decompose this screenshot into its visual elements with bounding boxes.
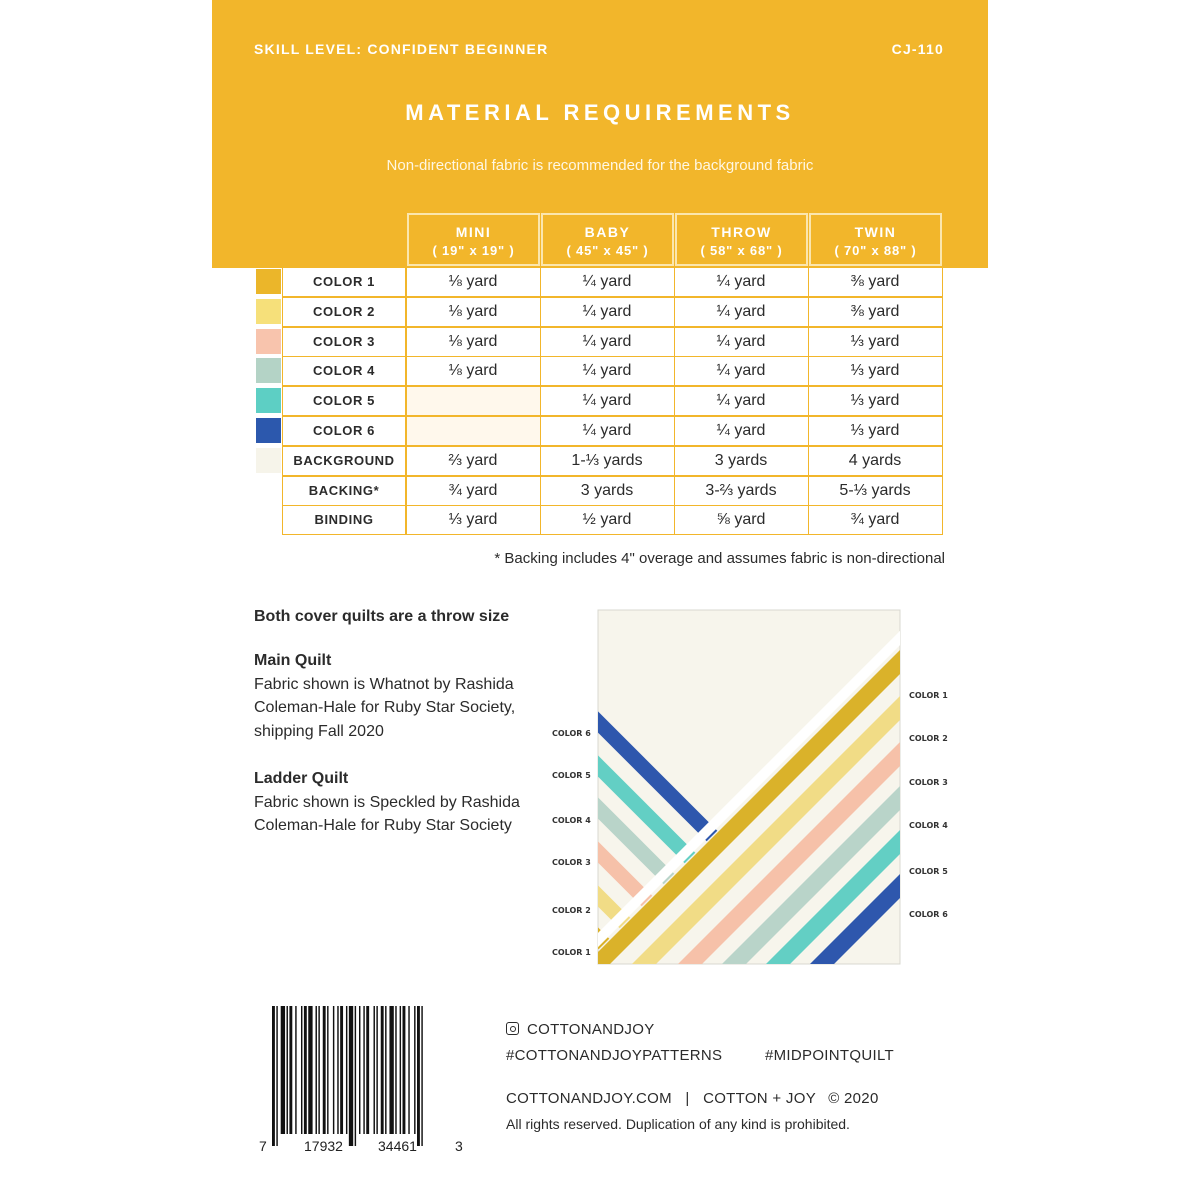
color-swatch <box>256 299 281 324</box>
barcode-bar <box>323 1006 326 1134</box>
diagram-label: COLOR 5 <box>552 771 591 780</box>
column-name: THROW <box>711 224 772 240</box>
diagram-label: COLOR 4 <box>552 816 591 825</box>
table-cell <box>406 386 541 416</box>
barcode-bar <box>403 1006 406 1134</box>
divider: | <box>685 1090 690 1107</box>
main-quilt-line: Fabric shown is Whatnot by Rashida <box>254 675 514 693</box>
table-cell: 3 yards <box>674 446 809 476</box>
table-cell: ¾ yard <box>808 505 943 535</box>
skill-level: SKILL LEVEL: CONFIDENT BEGINNER <box>254 41 549 57</box>
column-size: ( 58" x 68" ) <box>700 243 783 258</box>
barcode-bar <box>400 1006 401 1134</box>
barcode-bar <box>316 1006 317 1134</box>
diagram-label: COLOR 6 <box>552 729 591 738</box>
quilt-diagram <box>542 600 962 970</box>
table-cell: 5-⅓ yards <box>808 476 943 506</box>
table-cell: ⅛ yard <box>406 327 541 357</box>
barcode-bar <box>340 1006 343 1134</box>
barcode-bar <box>366 1006 369 1134</box>
row-label: COLOR 3 <box>282 327 406 357</box>
table-cell: ⅓ yard <box>808 386 943 416</box>
column-header-baby <box>541 213 674 266</box>
color-swatch <box>256 418 281 443</box>
site-line <box>506 1090 879 1107</box>
table-cell: ⅛ yard <box>406 297 541 327</box>
row-label: BACKGROUND <box>282 446 406 476</box>
table-cell: ⅛ yard <box>406 267 541 297</box>
barcode-bar <box>346 1006 347 1134</box>
color-swatch <box>256 358 281 383</box>
barcode-bar <box>327 1006 328 1134</box>
main-quilt-title: Main Quilt <box>254 652 332 669</box>
table-cell: ⅜ yard <box>808 297 943 327</box>
column-name: TWIN <box>854 224 897 240</box>
column-header-throw <box>675 213 808 266</box>
barcode-bar <box>276 1006 277 1146</box>
table-cell: ⅓ yard <box>808 327 943 357</box>
diagram-label: COLOR 1 <box>552 948 591 957</box>
barcode-bar <box>318 1006 319 1134</box>
table-cell: ¼ yard <box>674 356 809 386</box>
table-cell: ¼ yard <box>674 416 809 446</box>
barcode-digits-right: 34461 <box>378 1138 417 1154</box>
diagram-label: COLOR 3 <box>552 858 591 867</box>
row-label: COLOR 5 <box>282 386 406 416</box>
table-cell: ¼ yard <box>674 267 809 297</box>
column-size: ( 45" x 45" ) <box>566 243 649 258</box>
copyright: © 2020 <box>828 1090 879 1107</box>
table-cell: ¾ yard <box>406 476 541 506</box>
brand-name: COTTON + JOY <box>703 1090 816 1107</box>
barcode-digit-prefix: 7 <box>259 1138 267 1154</box>
barcode-bar <box>304 1006 307 1134</box>
barcode-bar <box>359 1006 360 1134</box>
barcode-bar <box>289 1006 292 1134</box>
barcode-bar <box>295 1006 296 1134</box>
page-title: MATERIAL REQUIREMENTS <box>405 100 795 125</box>
main-quilt-line: shipping Fall 2020 <box>254 722 384 740</box>
main-quilt-line: Coleman-Hale for Ruby Star Society, <box>254 699 516 716</box>
row-label: COLOR 1 <box>282 267 406 297</box>
table-cell: ⅜ yard <box>808 267 943 297</box>
barcode-bar <box>308 1006 312 1134</box>
table-row <box>282 446 945 476</box>
instagram-icon <box>506 1022 519 1035</box>
barcode-bar <box>349 1006 353 1146</box>
color-swatch <box>256 269 281 294</box>
website-link[interactable]: COTTONANDJOY.COM <box>506 1090 672 1107</box>
barcode-bar <box>381 1006 384 1134</box>
barcode-bar <box>408 1006 409 1134</box>
table-row <box>282 356 945 386</box>
table-cell: ¼ yard <box>540 327 675 357</box>
table-row <box>282 327 945 357</box>
column-size: ( 70" x 88" ) <box>834 243 917 258</box>
table-cell: ¼ yard <box>674 386 809 416</box>
table-row <box>282 297 945 327</box>
color-swatch <box>256 448 281 473</box>
barcode <box>260 1006 460 1146</box>
barcode-bar <box>363 1006 364 1134</box>
barcode-digit-check: 3 <box>455 1138 463 1154</box>
barcode-bar <box>281 1006 285 1134</box>
diagram-label: COLOR 6 <box>909 910 948 919</box>
barcode-bar <box>374 1006 375 1134</box>
barcode-bar <box>333 1006 334 1134</box>
barcode-bar <box>389 1006 393 1134</box>
cover-quilts-intro <box>254 605 509 629</box>
barcode-bar <box>287 1006 288 1134</box>
color-swatch <box>256 329 281 354</box>
instagram-text: COTTONANDJOY <box>527 1021 655 1038</box>
hashtag-midpoint[interactable]: #MIDPOINTQUILT <box>765 1047 894 1064</box>
table-cell: ¼ yard <box>540 386 675 416</box>
page-subtitle: Non-directional fabric is recommended for the background fabric <box>386 157 814 174</box>
barcode-bar <box>272 1006 275 1146</box>
table-cell: ⅛ yard <box>406 356 541 386</box>
instagram-handle[interactable] <box>506 1021 655 1038</box>
table-cell: ¼ yard <box>540 416 675 446</box>
barcode-bar <box>337 1006 338 1134</box>
table-cell: ⅓ yard <box>808 356 943 386</box>
barcode-bar <box>355 1006 356 1146</box>
table-cell: ⅝ yard <box>674 505 809 535</box>
row-label: BINDING <box>282 505 406 535</box>
table-cell: 3-⅔ yards <box>674 476 809 506</box>
ladder-quilt-block <box>254 767 520 838</box>
backing-note: * Backing includes 4" overage and assumes fabric is non-directional <box>494 550 945 567</box>
table-cell: ¼ yard <box>540 356 675 386</box>
pattern-code: CJ-110 <box>891 41 944 57</box>
color-swatch <box>256 388 281 413</box>
table-row <box>282 416 945 446</box>
barcode-bar <box>385 1006 386 1134</box>
barcode-bar <box>301 1006 302 1134</box>
hashtag-patterns[interactable]: #COTTONANDJOYPATTERNS <box>506 1047 723 1064</box>
table-cell <box>406 416 541 446</box>
table-cell: 1-⅓ yards <box>540 446 675 476</box>
column-size: ( 19" x 19" ) <box>432 243 515 258</box>
column-header-mini <box>407 213 540 266</box>
ladder-quilt-title: Ladder Quilt <box>254 770 349 787</box>
barcode-bar <box>395 1006 396 1134</box>
pattern-back-cover <box>212 0 988 1200</box>
main-quilt-block <box>254 649 515 743</box>
table-row <box>282 386 945 416</box>
table-cell: ¼ yard <box>540 297 675 327</box>
table-cell: ⅔ yard <box>406 446 541 476</box>
table-cell: ¼ yard <box>674 327 809 357</box>
barcode-digits-left: 17932 <box>304 1138 343 1154</box>
diagram-label: COLOR 2 <box>909 734 948 743</box>
diagram-label: COLOR 1 <box>909 691 948 700</box>
rights-notice: All rights reserved. Duplication of any kind is prohibited. <box>506 1116 850 1132</box>
table-row <box>282 267 945 297</box>
row-label: COLOR 2 <box>282 297 406 327</box>
table-cell: 4 yards <box>808 446 943 476</box>
row-label: COLOR 6 <box>282 416 406 446</box>
barcode-bar <box>421 1006 422 1146</box>
column-name: MINI <box>455 224 492 240</box>
table-cell: ¼ yard <box>540 267 675 297</box>
diagram-label: COLOR 4 <box>909 821 948 830</box>
ladder-quilt-line: Fabric shown is Speckled by Rashida <box>254 793 520 811</box>
row-label: BACKING* <box>282 476 406 506</box>
row-label: COLOR 4 <box>282 356 406 386</box>
right-labels <box>909 691 948 919</box>
table-cell: 3 yards <box>540 476 675 506</box>
table-cell: ⅓ yard <box>406 505 541 535</box>
barcode-bar <box>376 1006 377 1134</box>
table-cell: ¼ yard <box>674 297 809 327</box>
column-name: BABY <box>584 224 631 240</box>
left-labels <box>552 729 591 957</box>
column-header-twin <box>809 213 942 266</box>
diagram-label: COLOR 2 <box>552 906 591 915</box>
intro-text: Both cover quilts are a throw size <box>254 608 510 625</box>
ladder-quilt-line: Coleman-Hale for Ruby Star Society <box>254 817 512 834</box>
table-row <box>282 505 945 535</box>
diagram-label: COLOR 5 <box>909 867 948 876</box>
table-row <box>282 476 945 506</box>
barcode-bar <box>414 1006 415 1134</box>
barcode-bar <box>417 1006 420 1146</box>
diagram-label: COLOR 3 <box>909 778 948 787</box>
table-cell: ½ yard <box>540 505 675 535</box>
table-cell: ⅓ yard <box>808 416 943 446</box>
